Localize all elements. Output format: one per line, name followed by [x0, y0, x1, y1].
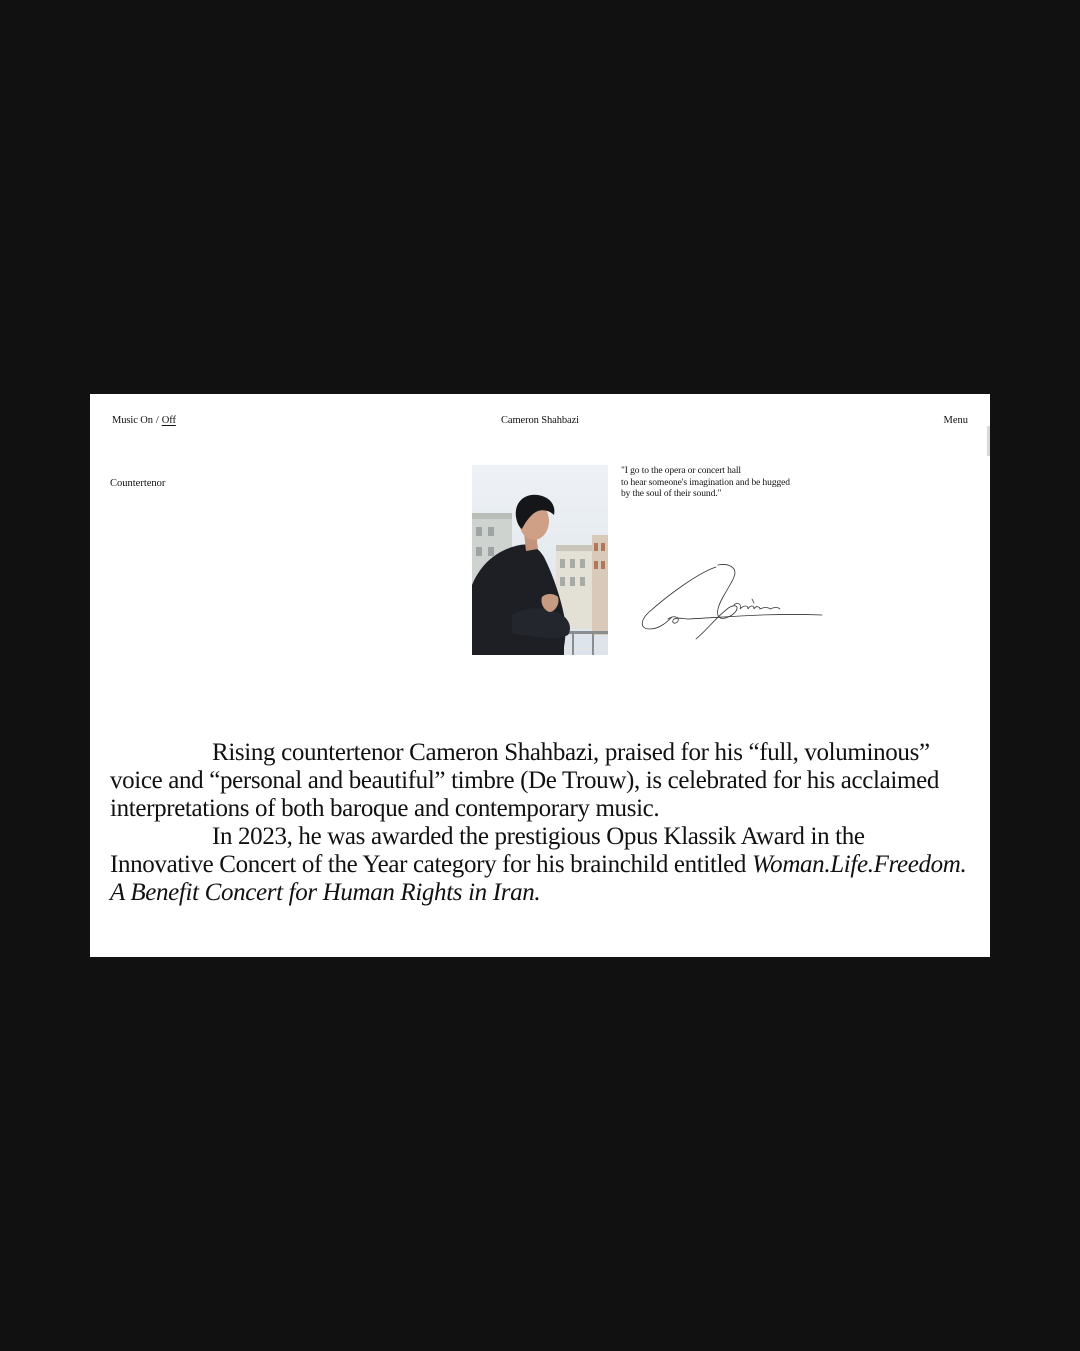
music-on-button[interactable]: Music On [112, 415, 153, 426]
portrait-photo [472, 465, 608, 655]
signature-icon [638, 559, 824, 645]
role-label: Countertenor [110, 478, 166, 489]
music-separator: / [155, 415, 159, 426]
quote-line: "I go to the opera or concert hall [621, 466, 741, 476]
biography [110, 739, 970, 907]
bio-paragraph-2-text: In 2023, he was awarded the prestigious Opus Klassik Award in the Innovative Concert of the Year category for his brainchild entitled [110, 823, 865, 878]
bio-paragraph-1: Rising countertenor Cameron Shahbazi, praised for his “full, voluminous” voice and “personal and beautiful” timbre (De Trouw), is celebrated for his acclaimed interpretations of both baroque and contemporary music. [110, 739, 939, 822]
quote-text [621, 466, 841, 501]
quote-line: by the soul of their sound." [621, 489, 722, 499]
quote-line: to hear someone's imagination and be hugged [621, 477, 790, 488]
bio-paragraph-2 [110, 823, 970, 907]
scrollbar[interactable] [987, 426, 990, 456]
music-off-button[interactable]: Off [161, 415, 176, 426]
menu-button[interactable]: Menu [943, 415, 968, 426]
website-screenshot-card [90, 394, 990, 957]
top-navigation-bar [90, 394, 990, 450]
concert-title: Woman.Life.Freedom. A Benefit Concert for Human Rights in Iran. [110, 851, 967, 906]
site-title[interactable]: Cameron Shahbazi [500, 415, 579, 426]
